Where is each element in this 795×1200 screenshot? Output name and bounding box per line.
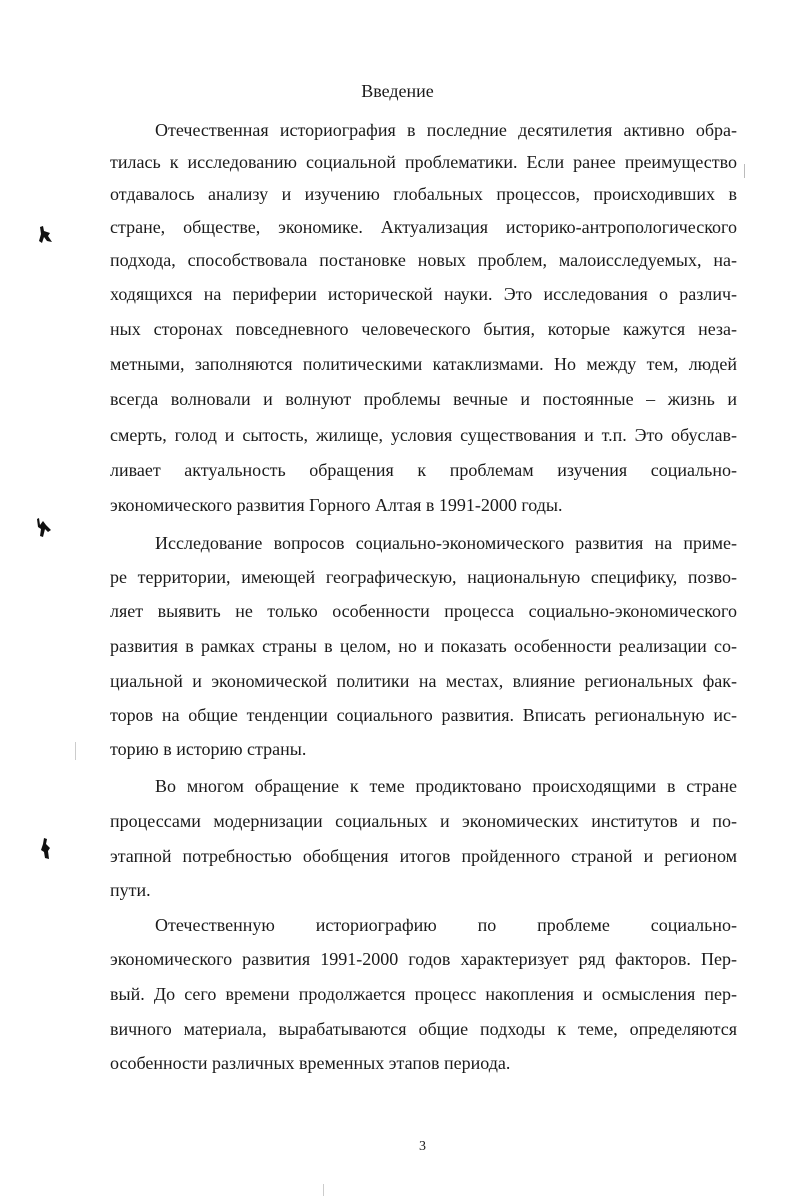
text-line: подхода, способствовала постановке новых проблем, малоисследуемых, на- [110,250,737,270]
page-number: 3 [419,1139,426,1154]
text-line: пути. [110,880,151,900]
text-line: особенности различных временных этапов периода. [110,1053,511,1073]
text-line: стране, обществе, экономике. Актуализация историко-антропологического [110,217,737,237]
text-line: развития в рамках страны в целом, но и показать особенности реализации со- [110,636,737,656]
margin-speck-icon [742,164,748,178]
text-line: ходящихся на периферии исторической науки. Это исследования о различ- [110,284,737,304]
text-line: метными, заполняются политическими катаклизмами. Но между тем, людей [110,354,737,374]
text-line: тилась к исследованию социальной проблематики. Если ранее преимущество [110,152,737,172]
text-line: Во многом обращение к теме продиктовано происходящими в стране [155,776,737,796]
margin-speck-icon [322,1184,326,1196]
text-line: смерть, голод и сытость, жилище, условия существования и т.п. Это обуслав- [110,425,737,445]
text-line: всегда волновали и волнуют проблемы вечные и постоянные – жизнь и [110,389,737,409]
margin-mark-icon [34,516,56,540]
text-line: отдавалось анализу и изучению глобальных процессов, происходивших в [110,184,737,204]
text-line: циальной и экономической политики на местах, влияние региональных фак- [110,671,737,691]
text-line: ляет выявить не только особенности процесса социально-экономического [110,601,737,621]
margin-speck-icon [74,742,78,760]
text-line: Исследование вопросов социально-экономического развития на приме- [155,533,737,553]
text-line: экономического развития Горного Алтая в 1991-2000 годы. [110,495,563,515]
page-title: Введение [361,81,434,101]
text-line: этапной потребностью обобщения итогов пройденного страной и регионом [110,846,737,866]
text-line: ре территории, имеющей географическую, национальную специфику, позво- [110,567,737,587]
text-line: ливает актуальность обращения к проблемам изучения социально- [110,460,737,480]
text-line: процессами модернизации социальных и экономических институтов и по- [110,811,737,831]
text-line: торию в историю страны. [110,739,307,759]
text-line: экономического развития 1991-2000 годов характеризует ряд факторов. Пер- [110,949,737,969]
text-line: вичного материала, вырабатываются общие подходы к теме, определяются [110,1019,737,1039]
text-line: вый. До сего времени продолжается процесс накопления и осмысления пер- [110,984,737,1004]
text-line: Отечественная историография в последние десятилетия активно обра- [155,120,737,140]
text-line: торов на общие тенденции социального развития. Вписать региональную ис- [110,705,737,725]
text-line: Отечественную историографию по проблеме социально- [155,915,737,935]
text-line: ных сторонах повседневного человеческого бытия, которые кажутся неза- [110,319,737,339]
margin-mark-icon [34,224,56,246]
margin-mark-icon [36,836,56,862]
